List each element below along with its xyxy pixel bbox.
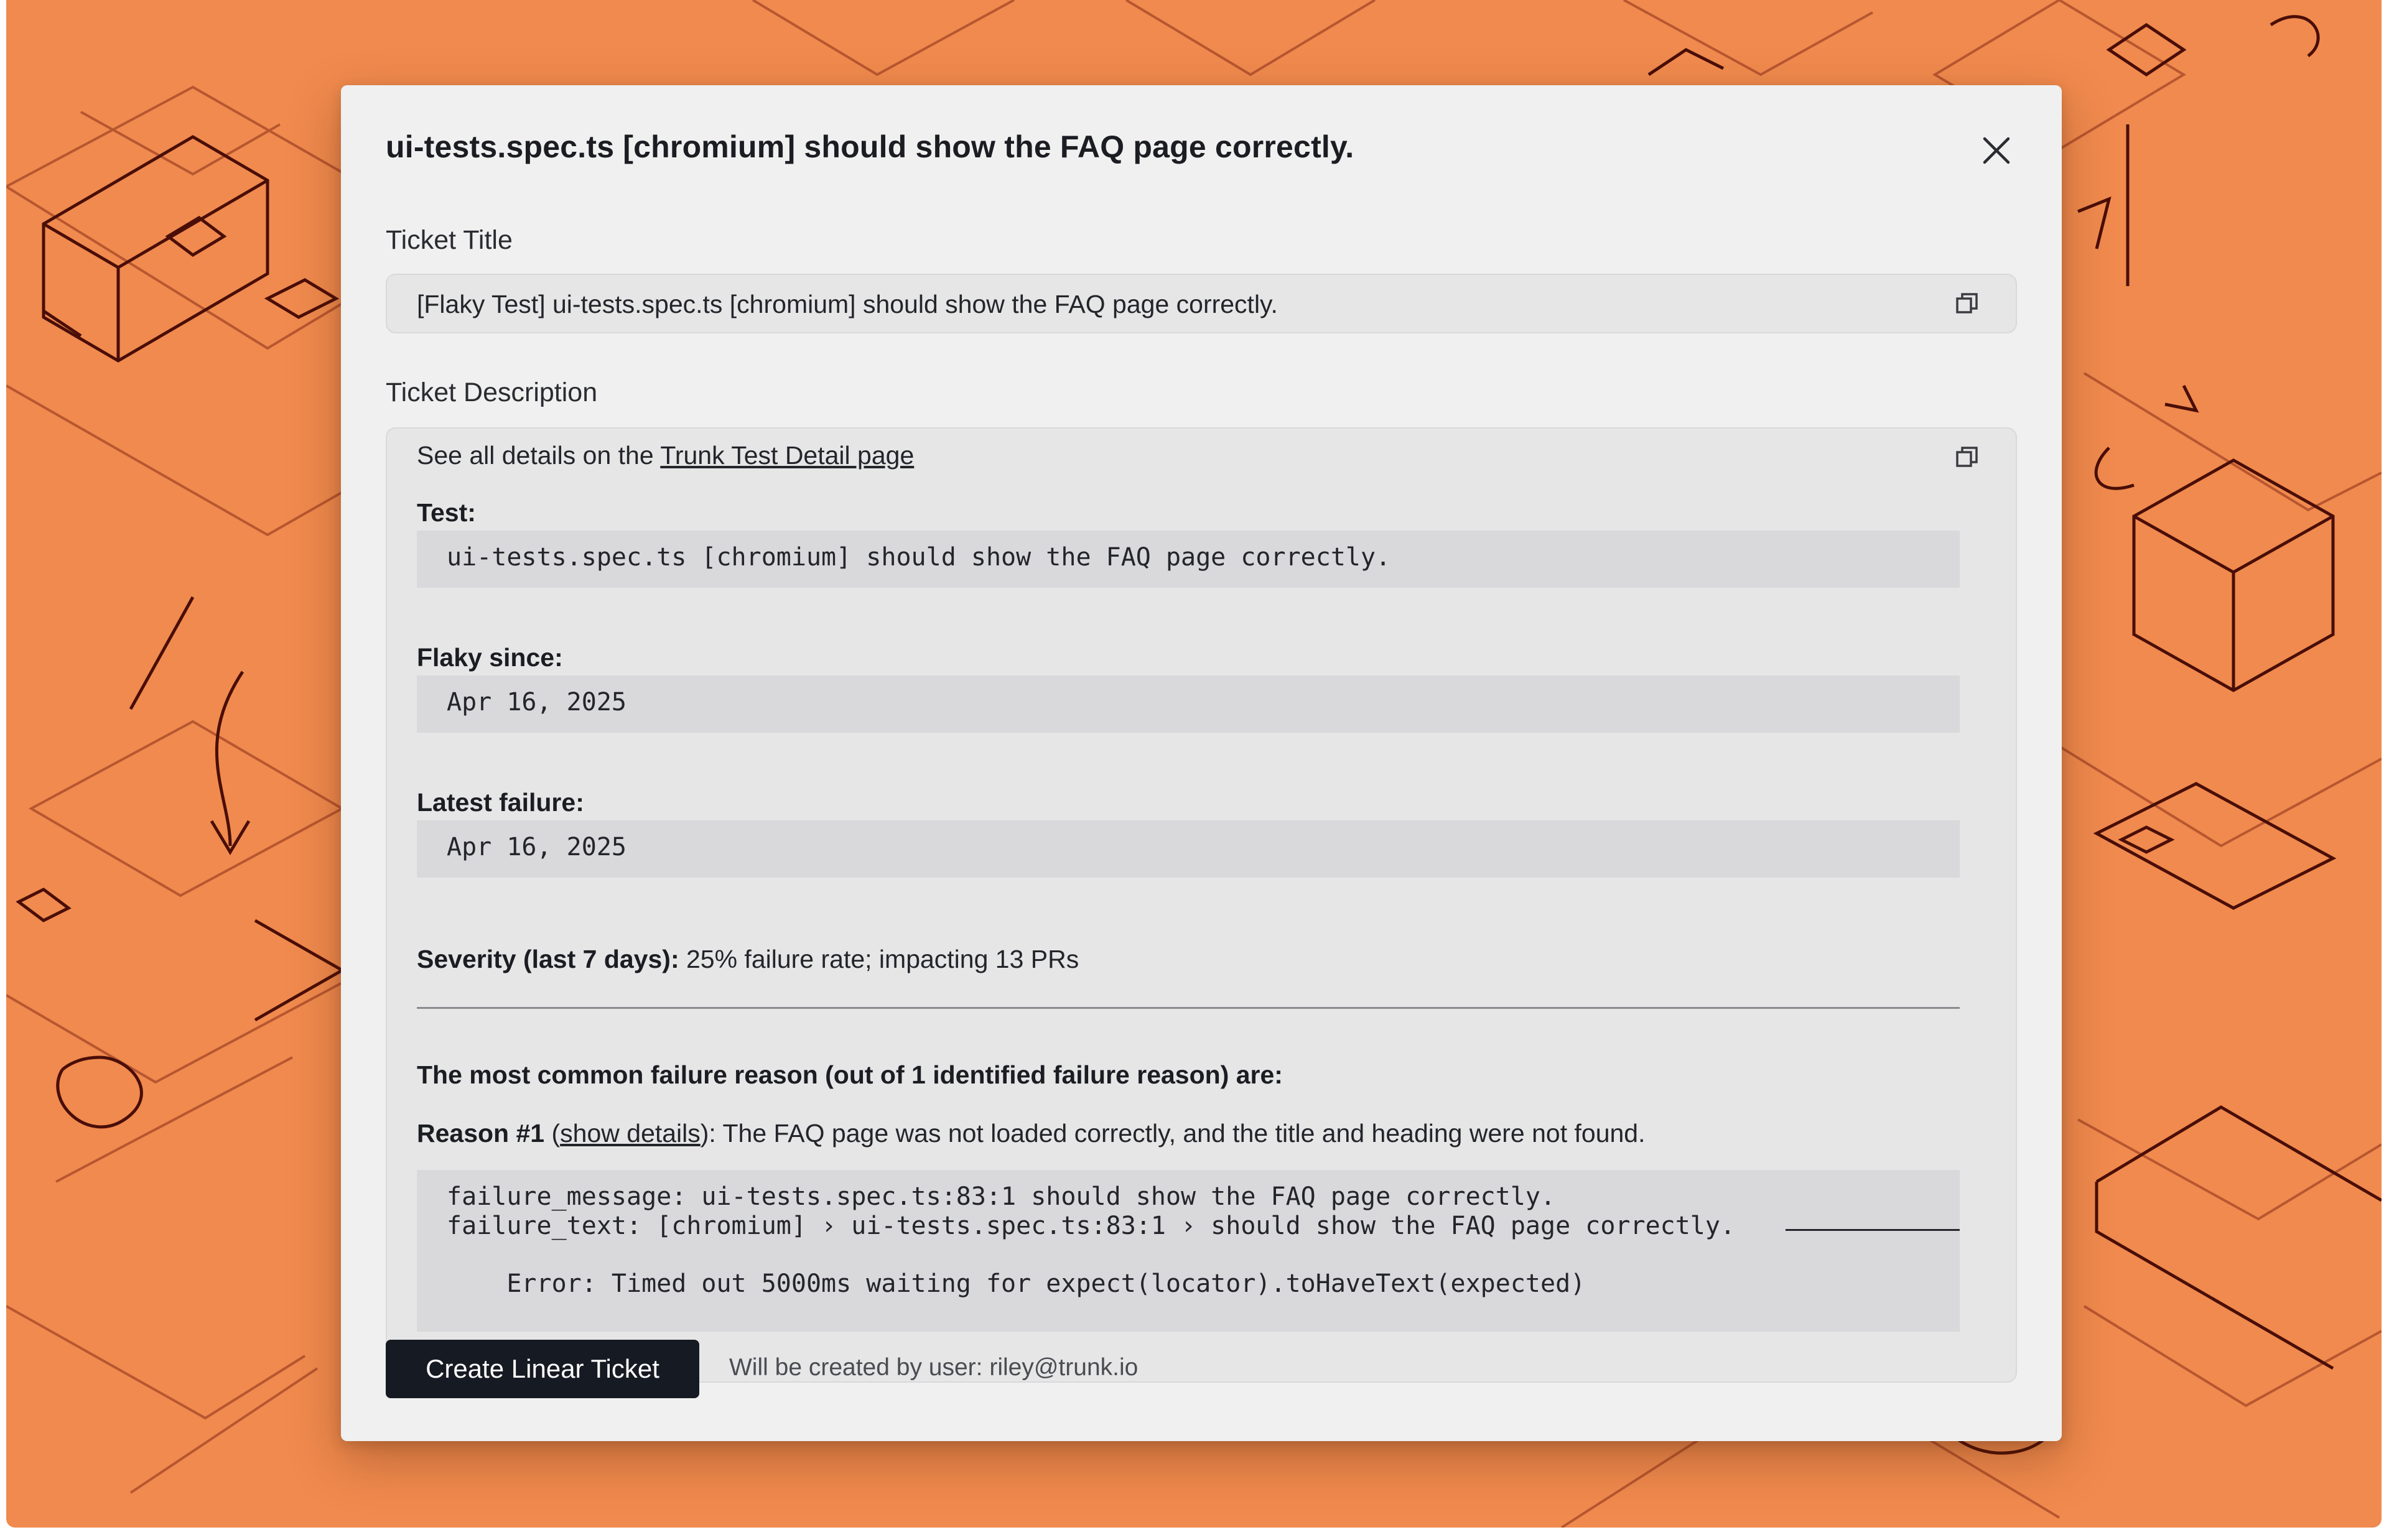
ticket-title-field[interactable]: [386, 274, 2017, 333]
test-code-block: [417, 531, 1960, 588]
create-linear-ticket-button[interactable]: Create Linear Ticket: [386, 1340, 699, 1398]
test-value: ui-tests.spec.ts [chromium] should show the FAQ page correctly.: [447, 543, 1391, 572]
modal-title: ui-tests.spec.ts [chromium] should show the FAQ page correctly.: [386, 129, 1354, 164]
test-label: Test:: [417, 498, 476, 527]
severity-label: Severity (last 7 days):: [417, 945, 679, 973]
latest-failure-label: Latest failure:: [417, 788, 584, 817]
failure-text-line: failure_text: [chromium] › ui-tests.spec.ts:83:1 › should show the FAQ page correctly.: [447, 1212, 1736, 1240]
severity-line: [417, 945, 1079, 974]
show-details-link[interactable]: show details: [560, 1119, 701, 1148]
flaky-since-code-block: [417, 675, 1960, 733]
flaky-since-value: Apr 16, 2025: [447, 688, 626, 717]
reason-open-paren: (: [544, 1119, 561, 1148]
copy-icon: [1955, 291, 1980, 316]
close-button[interactable]: [1975, 129, 2018, 172]
details-intro-text: See all details on the: [417, 441, 661, 470]
ticket-description-field[interactable]: [386, 427, 2017, 1383]
trunk-test-detail-link[interactable]: Trunk Test Detail page: [660, 441, 915, 470]
copy-description-button[interactable]: [1955, 445, 1980, 470]
description-divider: [417, 1007, 1960, 1009]
reason-label: Reason #1: [417, 1119, 545, 1148]
common-reason-heading: The most common failure reason (out of 1 identified failure reason) are:: [417, 1060, 1283, 1089]
severity-value: 25% failure rate; impacting 13 PRs: [679, 945, 1079, 973]
error-line: Error: Timed out 5000ms waiting for expect(locator).toHaveText(expected): [447, 1269, 1586, 1298]
failure-text-rule: [1786, 1229, 1960, 1231]
reason-text: ): The FAQ page was not loaded correctly, and the title and heading were not found.: [700, 1119, 1646, 1148]
ticket-title-value: [Flaky Test] ui-tests.spec.ts [chromium] should show the FAQ page correctly.: [417, 290, 1278, 318]
reason-line: [417, 1119, 1646, 1148]
copy-title-button[interactable]: [1955, 291, 1980, 316]
created-by-text: Will be created by user: riley@trunk.io: [729, 1354, 1139, 1381]
create-ticket-modal: [341, 85, 2062, 1441]
ticket-title-label: Ticket Title: [386, 225, 513, 255]
latest-failure-code-block: [417, 820, 1960, 878]
background-frame: [6, 0, 2382, 1528]
failure-code-block: [417, 1170, 1960, 1332]
details-intro: [417, 441, 914, 470]
flaky-since-label: Flaky since:: [417, 643, 563, 672]
ticket-description-label: Ticket Description: [386, 378, 598, 407]
failure-message-line: failure_message: ui-tests.spec.ts:83:1 should show the FAQ page correctly.: [447, 1182, 1556, 1211]
copy-icon: [1955, 445, 1980, 470]
close-icon: [1975, 129, 2018, 172]
latest-failure-value: Apr 16, 2025: [447, 833, 626, 861]
